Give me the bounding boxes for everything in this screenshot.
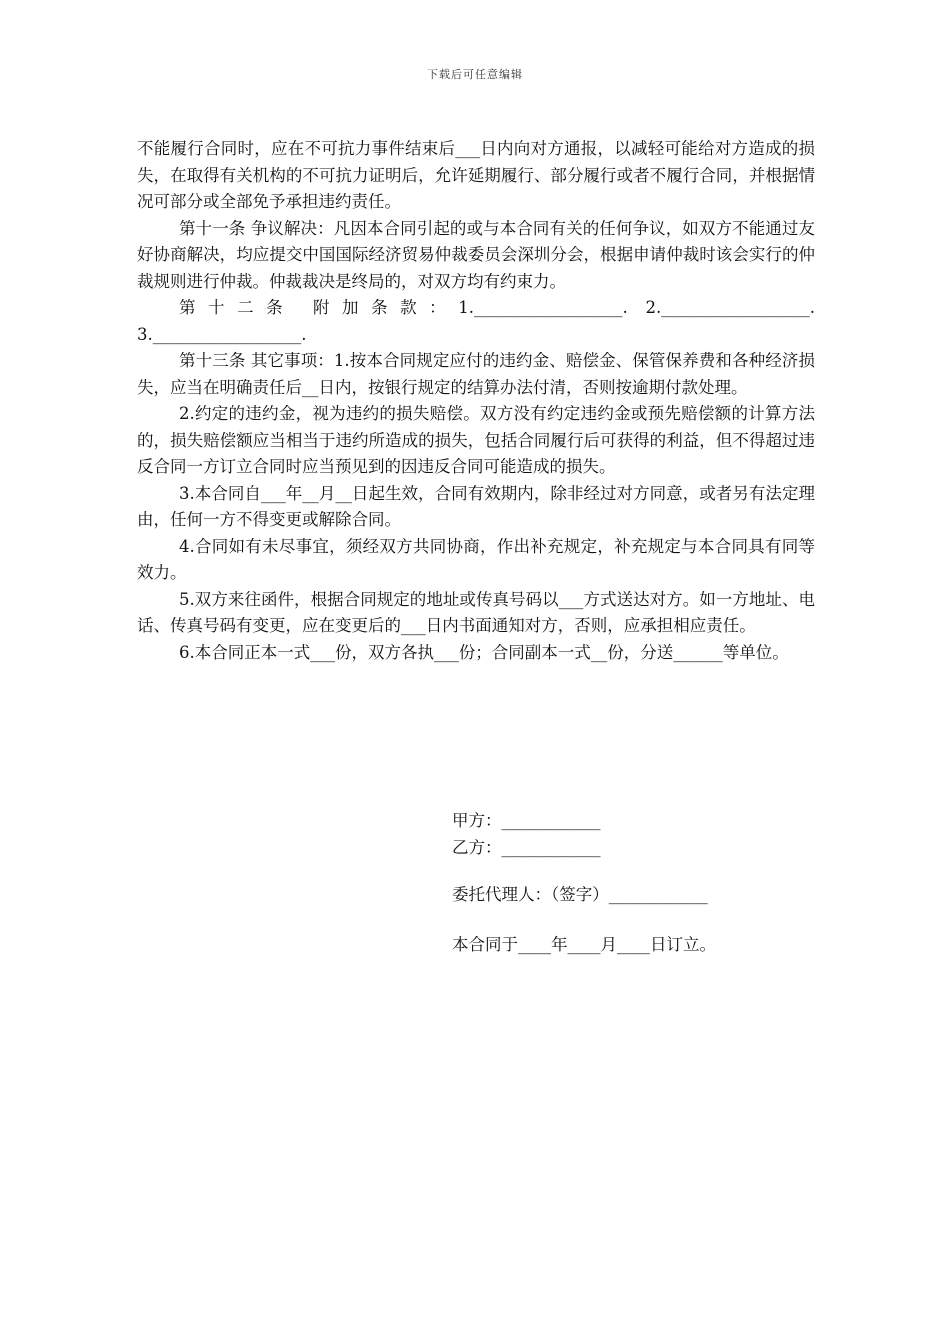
paragraph-item-6: 6.本合同正本一式___份，双方各执___份；合同副本一式__份，分送______等单位。 — [179, 642, 789, 662]
paragraph-article-12: 第十二条 附加条款：1.__________________. 2.__________________. 3.__________________. — [137, 298, 815, 344]
paragraph-item-3: 3.本合同自___年__月__日起生效，合同有效期内，除非经过对方同意，或者另有法定理由，任何一方不得变更或解除合同。 — [137, 483, 815, 529]
agent-signature-line: 委托代理人：（签字）____________ — [452, 885, 708, 904]
paragraph-article-13: 第十三条 其它事项：1.按本合同规定应付的违约金、赔偿金、保管保养费和各种经济损失，应当在明确责任后__日内，按银行规定的结算办法付清，否则按逾期付款处理。 — [137, 351, 815, 397]
party-b-line: 乙方：____________ — [452, 838, 601, 857]
paragraph-item-5: 5.双方来往函件，根据合同规定的地址或传真号码以___方式送达对方。如一方地址、电话、传真号码有变更，应在变更后的___日内书面通知对方，否则，应承担相应责任。 — [137, 589, 815, 635]
paragraph-force-majeure: 不能履行合同时，应在不可抗力事件结束后___日内向对方通报，以减轻可能给对方造成的损失，在取得有关机构的不可抗力证明后，允许延期履行、部分履行或者不履行合同，并根据情况可部分或全部免予承担违约责任。 — [137, 139, 815, 211]
page-header: 下载后可任意编辑 — [427, 68, 523, 81]
paragraph-article-11: 第十一条 争议解决：凡因本合同引起的或与本合同有关的任何争议，如双方不能通过友好协商解决，均应提交中国国际经济贸易仲裁委员会深圳分会，根据申请仲裁时该会实行的仲裁规则进行仲裁。仲裁裁决是终局的，对双方均有约束力。 — [137, 218, 815, 291]
paragraph-item-4: 4.合同如有未尽事宜，须经双方共同协商，作出补充规定，补充规定与本合同具有同等效力。 — [137, 536, 815, 582]
signing-date-line: 本合同于____年____月____日订立。 — [452, 935, 716, 954]
paragraph-item-2: 2.约定的违约金，视为违约的损失赔偿。双方没有约定违约金或预先赔偿额的计算方法的，损失赔偿额应当相当于违约所造成的损失，包括合同履行后可获得的利益，但不得超过违反合同一方订立合同时应当预见到的因违反合同可能造成的损失。 — [137, 404, 815, 476]
contract-body — [137, 136, 815, 666]
party-a-line: 甲方：____________ — [452, 811, 601, 830]
